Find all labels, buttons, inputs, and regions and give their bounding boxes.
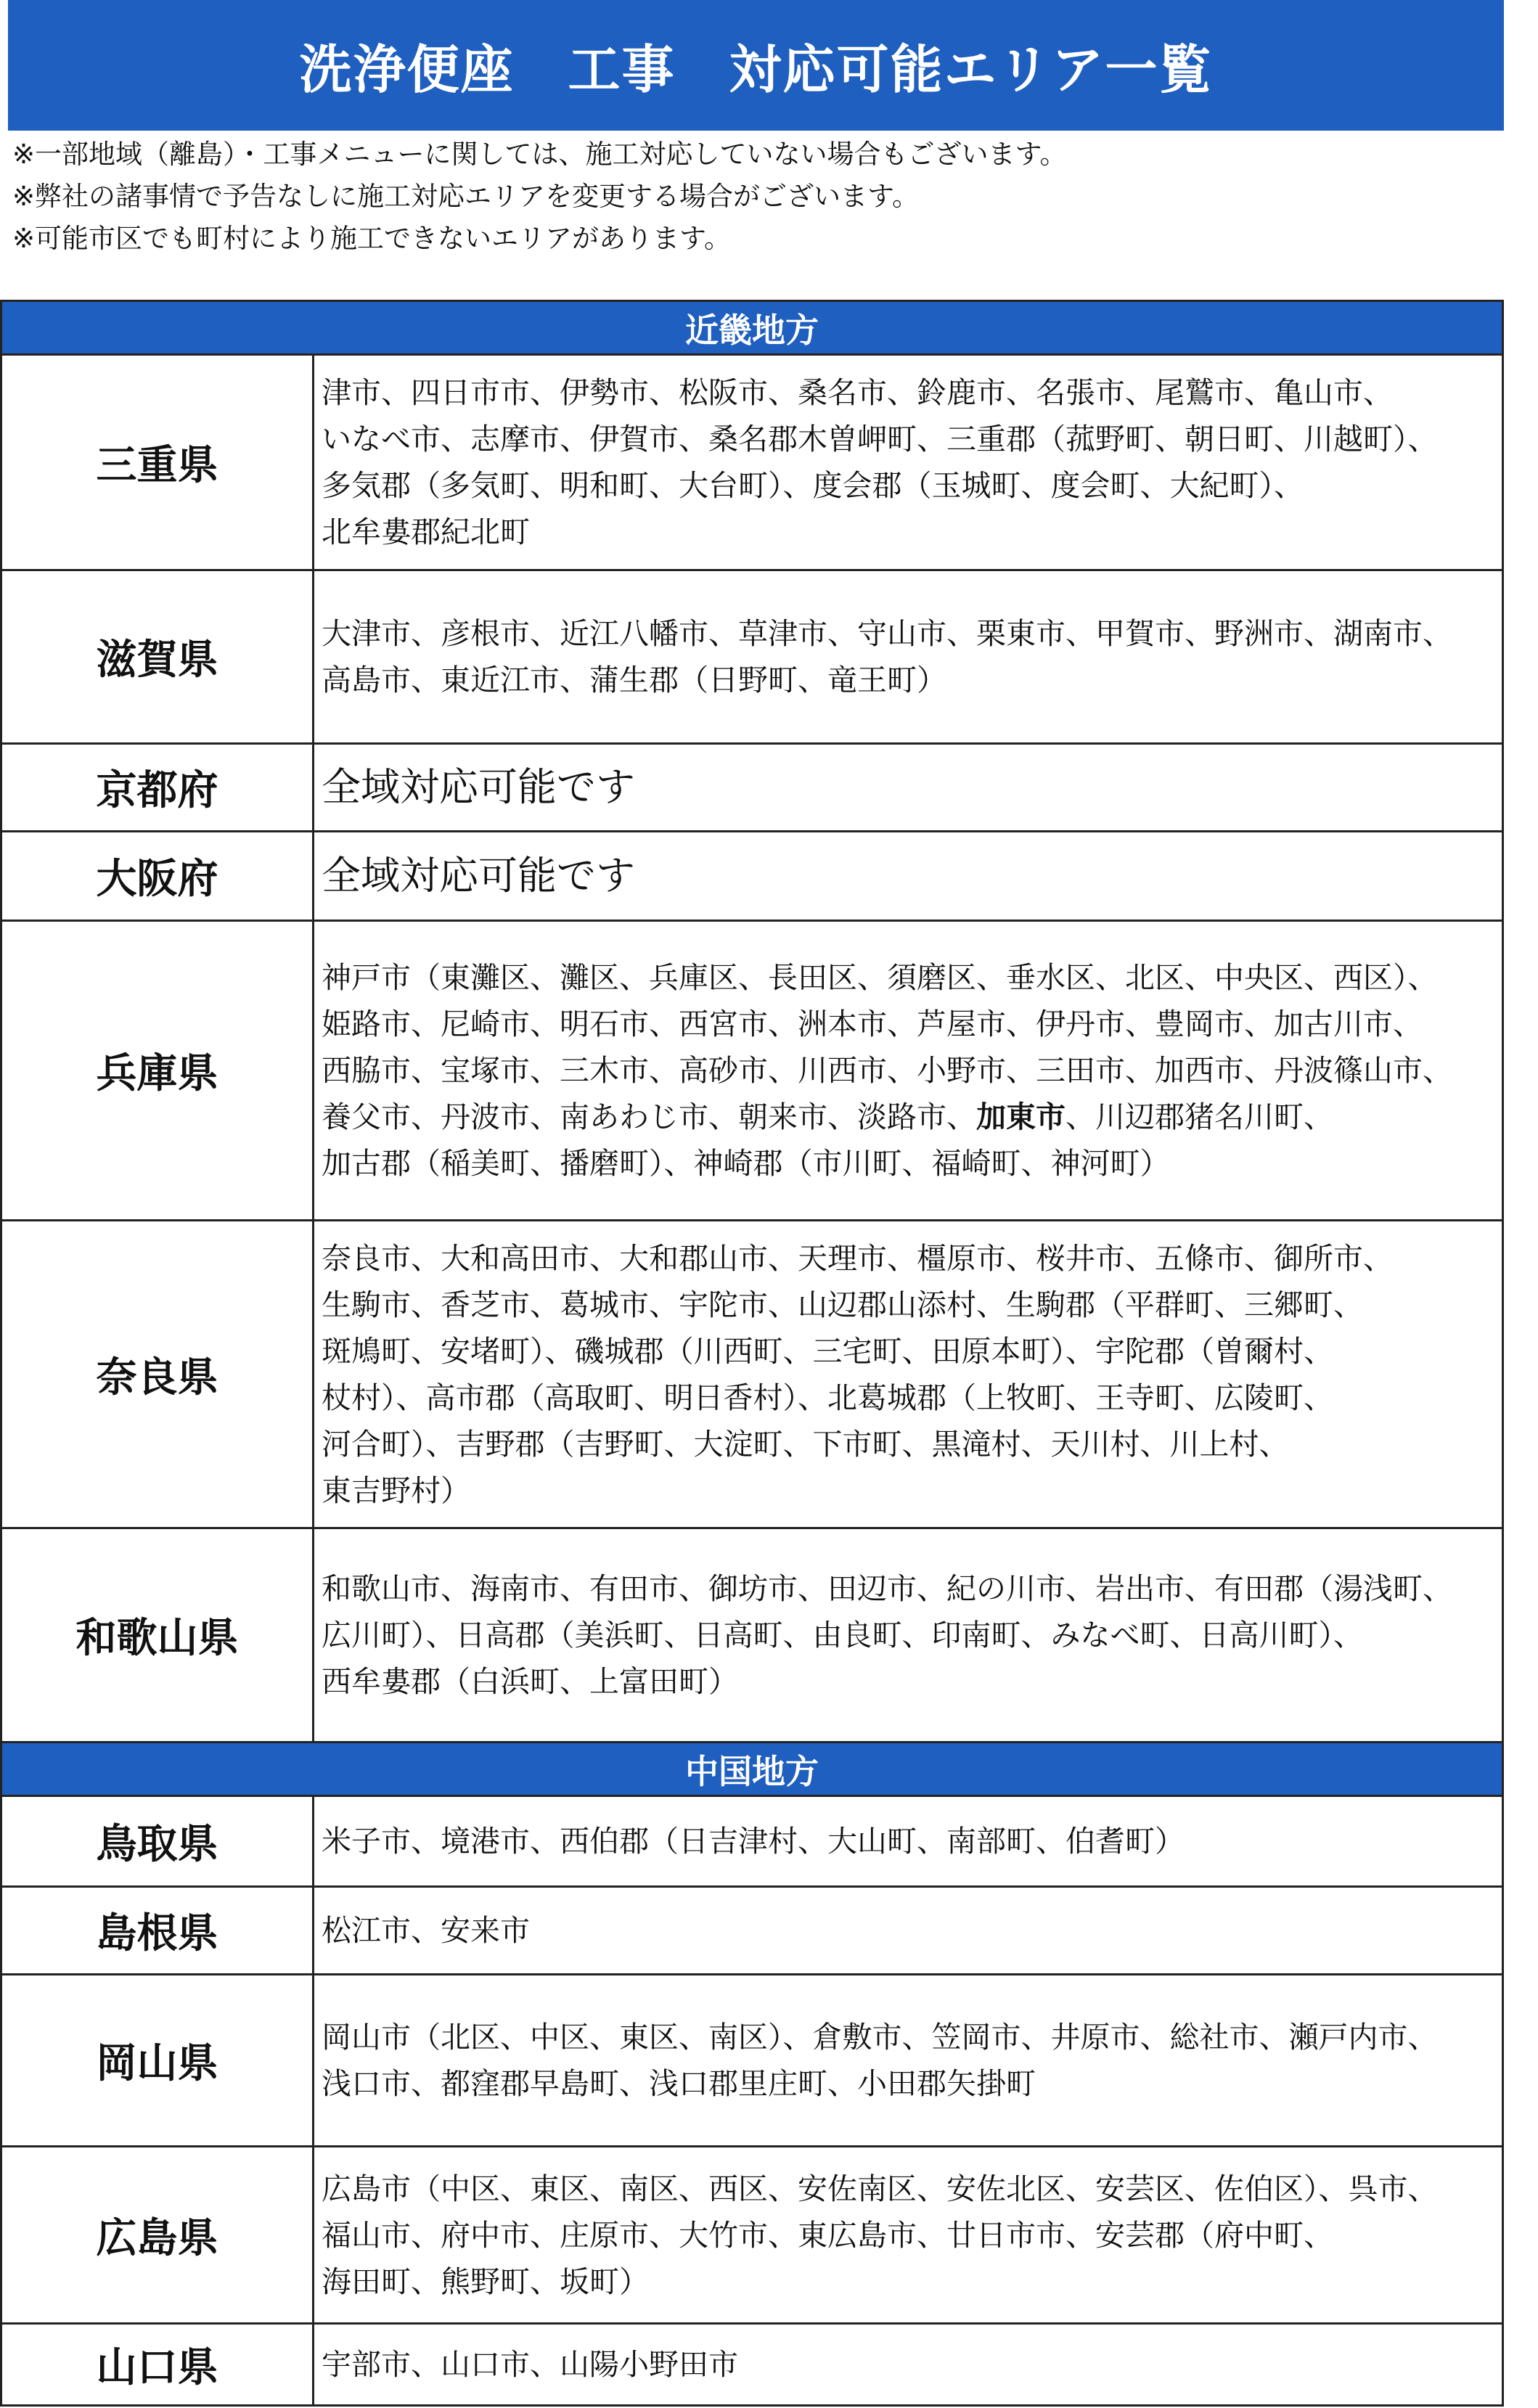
prefecture-row-mie (2, 356, 1502, 571)
section-title: 近畿地方 (685, 310, 819, 350)
area-line: 東吉野村） (322, 1473, 470, 1508)
area-list (314, 1797, 1502, 1885)
prefecture-name: 大阪府 (2, 832, 314, 920)
area-line: 斑鳩町、安堵町）、磯城郡（川西町、三宅町、田原本町）、宇陀郡（曽爾村、 (322, 1333, 1333, 1369)
area-line: 福山市、府中市、庄原市、大竹市、東広島市、廿日市市、安芸郡（府中町、 (322, 2217, 1333, 2253)
area-line: 松江市、安来市 (322, 1913, 530, 1948)
area-line: 高島市、東近江市、蒲生郡（日野町、竜王町） (322, 663, 946, 697)
prefecture-name: 島根県 (2, 1888, 314, 1973)
prefecture-name: 山口県 (2, 2325, 314, 2404)
prefecture-name: 和歌山県 (2, 1529, 314, 1741)
prefecture-row-tottori (2, 1797, 1502, 1888)
area-line: 多気郡（多気町、明和町、大台町）、度会郡（玉城町、度会町、大紀町）、 (322, 468, 1304, 503)
prefecture-row-hyogo (2, 922, 1502, 1221)
area-list (314, 922, 1502, 1219)
notes-block (12, 134, 1522, 260)
area-list (314, 1888, 1502, 1973)
prefecture-row-okayama (2, 1975, 1502, 2147)
area-line: 和歌山市、海南市、有田市、御坊市、田辺市、紀の川市、岩出市、有田郡（湯浅町、 (322, 1571, 1452, 1606)
prefecture-row-osaka (2, 832, 1502, 922)
area-line: 岡山市（北区、中区、東区、南区）、倉敷市、笠岡市、井原市、総社市、瀬戸内市、 (322, 2020, 1438, 2055)
area-text: 、川辺郡猪名川町、 (1065, 1099, 1333, 1134)
note-line: ※一部地域（離島）・工事メニューに関しては、施工対応していない場合もございます。 (12, 139, 1067, 170)
title-banner (8, 0, 1504, 131)
area-line: 加古郡（稲美町、播磨町）、神崎郡（市川町、福崎町、神河町） (322, 1146, 1170, 1181)
prefecture-row-kyoto (2, 745, 1502, 832)
section-header-chugoku (2, 1743, 1502, 1797)
prefecture-row-shiga (2, 571, 1502, 745)
area-list (314, 832, 1502, 920)
prefecture-name: 岡山県 (2, 1975, 314, 2145)
area-line: 米子市、境港市、西伯郡（日吉津村、大山町、南部町、伯耆町） (322, 1824, 1185, 1859)
prefecture-name: 広島県 (2, 2147, 314, 2322)
all-area-text: 全域対応可能です (322, 764, 635, 810)
area-list (314, 1975, 1502, 2145)
area-list (314, 571, 1502, 742)
area-line: 宇部市、山口市、山陽小野田市 (322, 2347, 738, 2382)
prefecture-row-wakayama (2, 1529, 1502, 1743)
area-line: 西脇市、宝塚市、三木市、高砂市、川西市、小野市、三田市、加西市、丹波篠山市、 (322, 1053, 1452, 1088)
note-line: ※可能市区でも町村により施工できないエリアがあります。 (12, 223, 732, 254)
prefecture-row-hiroshima (2, 2147, 1502, 2325)
area-list (314, 2147, 1502, 2322)
all-area-text: 全域対応可能です (322, 853, 635, 898)
page-title: 洗浄便座 工事 対応可能エリア一覧 (299, 39, 1213, 100)
area-line: 河合町）、吉野郡（吉野町、大淀町、下市町、黒滝村、天川村、川上村、 (322, 1426, 1289, 1462)
area-line (322, 1094, 1502, 1140)
area-list (314, 745, 1502, 830)
section-title: 中国地方 (685, 1751, 819, 1791)
area-list (314, 2325, 1502, 2404)
prefecture-row-shimane (2, 1888, 1502, 1975)
prefecture-name: 兵庫県 (2, 922, 314, 1219)
area-line: 神戸市（東灘区、灘区、兵庫区、長田区、須磨区、垂水区、北区、中央区、西区）、 (322, 960, 1438, 995)
prefecture-name: 京都府 (2, 745, 314, 830)
prefecture-name: 奈良県 (2, 1221, 314, 1527)
area-list (314, 356, 1502, 569)
area-list (314, 1221, 1502, 1527)
area-line: 西牟婁郡（白浜町、上富田町） (322, 1664, 738, 1699)
area-text: 養父市、丹波市、南あわじ市、朝来市、淡路市、 (322, 1099, 976, 1134)
area-line: 杖村）、高市郡（高取町、明日香村）、北葛城郡（上牧町、王寺町、広陵町、 (322, 1380, 1333, 1415)
area-line: いなべ市、志摩市、伊賀市、桑名郡木曽岬町、三重郡（菰野町、朝日町、川越町）、 (322, 422, 1438, 456)
service-area-table (0, 300, 1504, 2407)
prefecture-name: 滋賀県 (2, 571, 314, 742)
area-line: 広川町）、日高郡（美浜町、日高町、由良町、印南町、みなべ町、日高川町）、 (322, 1618, 1363, 1653)
area-text-bold: 加東市 (976, 1099, 1065, 1134)
area-line: 北牟婁郡紀北町 (322, 515, 530, 549)
area-line: 大津市、彦根市、近江八幡市、草津市、守山市、栗東市、甲賀市、野洲市、湖南市、 (322, 616, 1452, 651)
area-line: 奈良市、大和高田市、大和郡山市、天理市、橿原市、桜井市、五條市、御所市、 (322, 1240, 1393, 1276)
section-header-kinki (2, 302, 1502, 356)
prefecture-name: 三重県 (2, 356, 314, 569)
prefecture-name: 鳥取県 (2, 1797, 314, 1885)
area-list (314, 1529, 1502, 1741)
area-line: 浅口市、都窪郡早島町、浅口郡里庄町、小田郡矢掛町 (322, 2066, 1036, 2101)
note-line: ※弊社の諸事情で予告なしに施工対応エリアを変更する場合がございます。 (12, 181, 920, 212)
prefecture-row-nara (2, 1221, 1502, 1529)
area-line: 姫路市、尼崎市、明石市、西宮市、洲本市、芦屋市、伊丹市、豊岡市、加古川市、 (322, 1007, 1423, 1041)
area-line: 津市、四日市市、伊勢市、松阪市、桑名市、鈴鹿市、名張市、尾鷲市、亀山市、 (322, 375, 1393, 410)
area-line: 海田町、熊野町、坂町） (322, 2264, 649, 2299)
area-line: 広島市（中区、東区、南区、西区、安佐南区、安佐北区、安芸区、佐伯区）、呉市、 (322, 2171, 1438, 2206)
prefecture-row-yamaguchi (2, 2325, 1502, 2404)
area-line: 生駒市、香芝市、葛城市、宇陀市、山辺郡山添村、生駒郡（平群町、三郷町、 (322, 1287, 1363, 1322)
